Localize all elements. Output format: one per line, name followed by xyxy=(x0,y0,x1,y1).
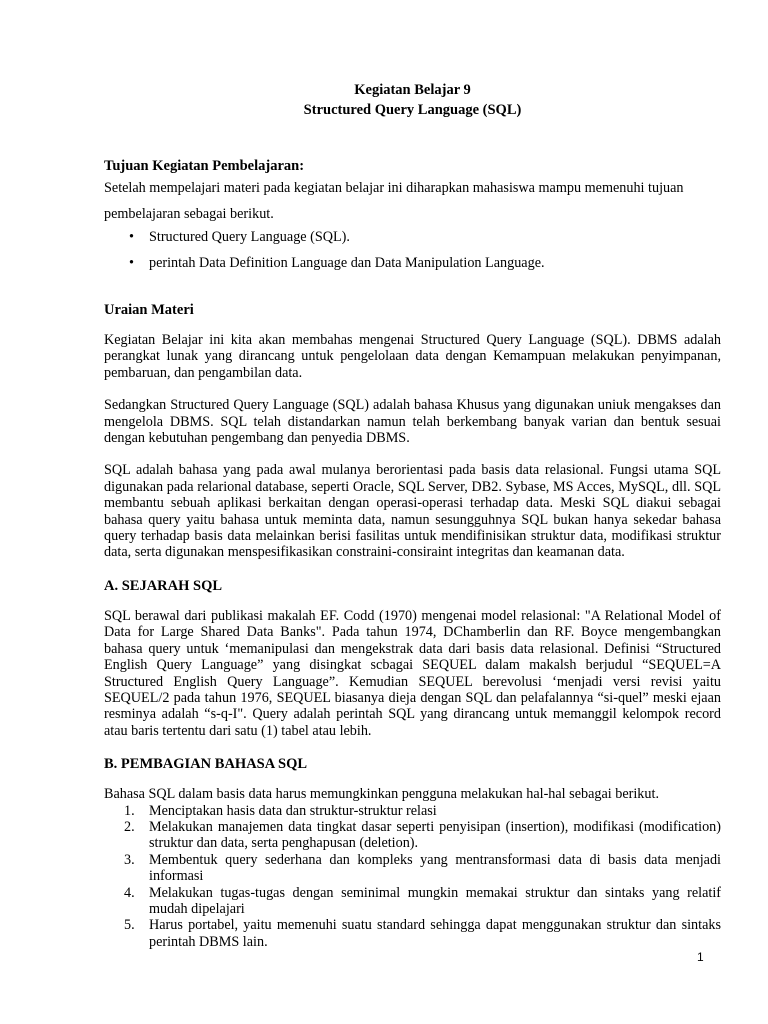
list-item: • perintah Data Definition Language dan Data Manipulation Language. xyxy=(104,255,721,272)
list-item xyxy=(104,917,721,950)
paragraph: SQL berawal dari publikasi makalah EF. Codd (1970) mengenai model relasional: "A Relational Model of Data for Large Shared Data Banks". Pada tahun 1974, DChamberlin dan RF. Boyce mengembangkan bahasa query untuk ‘memanipulasi dan mengekstrak data dari basis data relasional. Definisi “Structured English Query Language” yang disingkat scbagai SEQUEL dalam makalsh berjudul “SEQUEL=A Structured English Query Language”. Kemudian SEQUEL berevolusi ‘menjadi versi revisi yaitu SEQUEL/2 pada tahun 1976, SEQUEL biasanya dieja dengan SQL dan pelafalannya “si-quel” meski ejaan resminya adalah “s-q-I". Query adalah perintah SQL yang dirancang untuk memanggil kelompok record atau baris tertentu dari satu (1) tabel atau lebih. xyxy=(104,607,721,739)
section-heading-pembagian: B. PEMBAGIAN BAHASA SQL xyxy=(104,756,308,773)
numbered-list xyxy=(104,803,721,951)
list-number: 3. xyxy=(124,851,135,868)
document-page xyxy=(104,80,721,950)
page-title: Kegiatan Belajar 9 xyxy=(354,82,471,98)
list-item xyxy=(104,885,721,918)
objectives-intro: Setelah mempelajari materi pada kegiatan belajar ini diharapkan mahasiswa mampu memenuhi tujuan pembelajaran sebagai berikut. xyxy=(104,180,684,222)
objectives-heading: Tujuan Kegiatan Pembelajaran: xyxy=(104,158,305,174)
list-number: 4. xyxy=(124,884,135,901)
list-number: 5. xyxy=(124,917,135,934)
list-item: • Structured Query Language (SQL). xyxy=(104,229,721,246)
list-text: Melakukan manajemen data tingkat dasar seperti penyisipan (insertion), modifikasi (modification) struktur dan data, serta penghapusan (deletion). xyxy=(149,818,721,852)
paragraph: Kegiatan Belajar ini kita akan membahas mengenai Structured Query Language (SQL). DBMS adalah perangkat lunak yang dirancang untuk pengelolaan data dengan Kemampuan melakukan penyimpanan, pembaruan, dan pengambilan data. xyxy=(104,332,721,381)
paragraph: Bahasa SQL dalam basis data harus memungkinkan pengguna melakukan hal-hal sebagai berikut. xyxy=(104,786,659,803)
list-number: 2. xyxy=(124,818,135,835)
material-heading: Uraian Materi xyxy=(104,302,194,318)
list-number: 1. xyxy=(124,802,135,819)
list-text: Harus portabel, yaitu memenuhi suatu standard sehingga dapat menggunakan struktur dan sintaks perintah DBMS lain. xyxy=(149,917,721,950)
list-item xyxy=(104,803,721,819)
list-item xyxy=(104,852,721,885)
paragraph: SQL adalah bahasa yang pada awal mulanya berorientasi pada basis data relasional. Fungsi utama SQL digunakan pada relarional database, seperti Oracle, SQL Server, DB2. Sybase, MS Acces, MySQL, dll. SQL membantu sebuah aplikasi berkaitan dengan operasi-operasi terhadap data. Meski SQL diakui sebagai bahasa query yaitu bahasa untuk meminta data, namun sesungguhnya SQL bukan hanya sekedar bahasa query terhadap basis data melainkan berisi fasilitas untuk mendifinisikan struktur data, modifikasi struktur data, serta digunakan menspesifikasikan constraini-consiraint integritas dan keamanan data. xyxy=(104,462,721,561)
list-text: Menciptakan hasis data dan struktur-struktur relasi xyxy=(149,802,437,819)
paragraph: Sedangkan Structured Query Language (SQL) adalah bahasa Khusus yang digunakan uniuk mengakses dan mengelola DBMS. SQL telah distandarkan namun telah berkembang banyak varian dan bentuk sesuai dengan kebutuhan pengembang dan penyedia DBMS. xyxy=(104,397,721,447)
list-text: Membentuk query sederhana dan kompleks yang mentransformasi data di basis data menjadi informasi xyxy=(149,851,721,885)
list-text: Melakukan tugas-tugas dengan seminimal mungkin memakai struktur dan sintaks yang relatif mudah dipelajari xyxy=(149,884,721,917)
page-subtitle: Structured Query Language (SQL) xyxy=(303,102,522,118)
objectives-list xyxy=(104,229,721,271)
section-heading-sejarah: A. SEJARAH SQL xyxy=(104,577,223,594)
page-number: 1 xyxy=(697,950,704,964)
list-item xyxy=(104,819,721,852)
